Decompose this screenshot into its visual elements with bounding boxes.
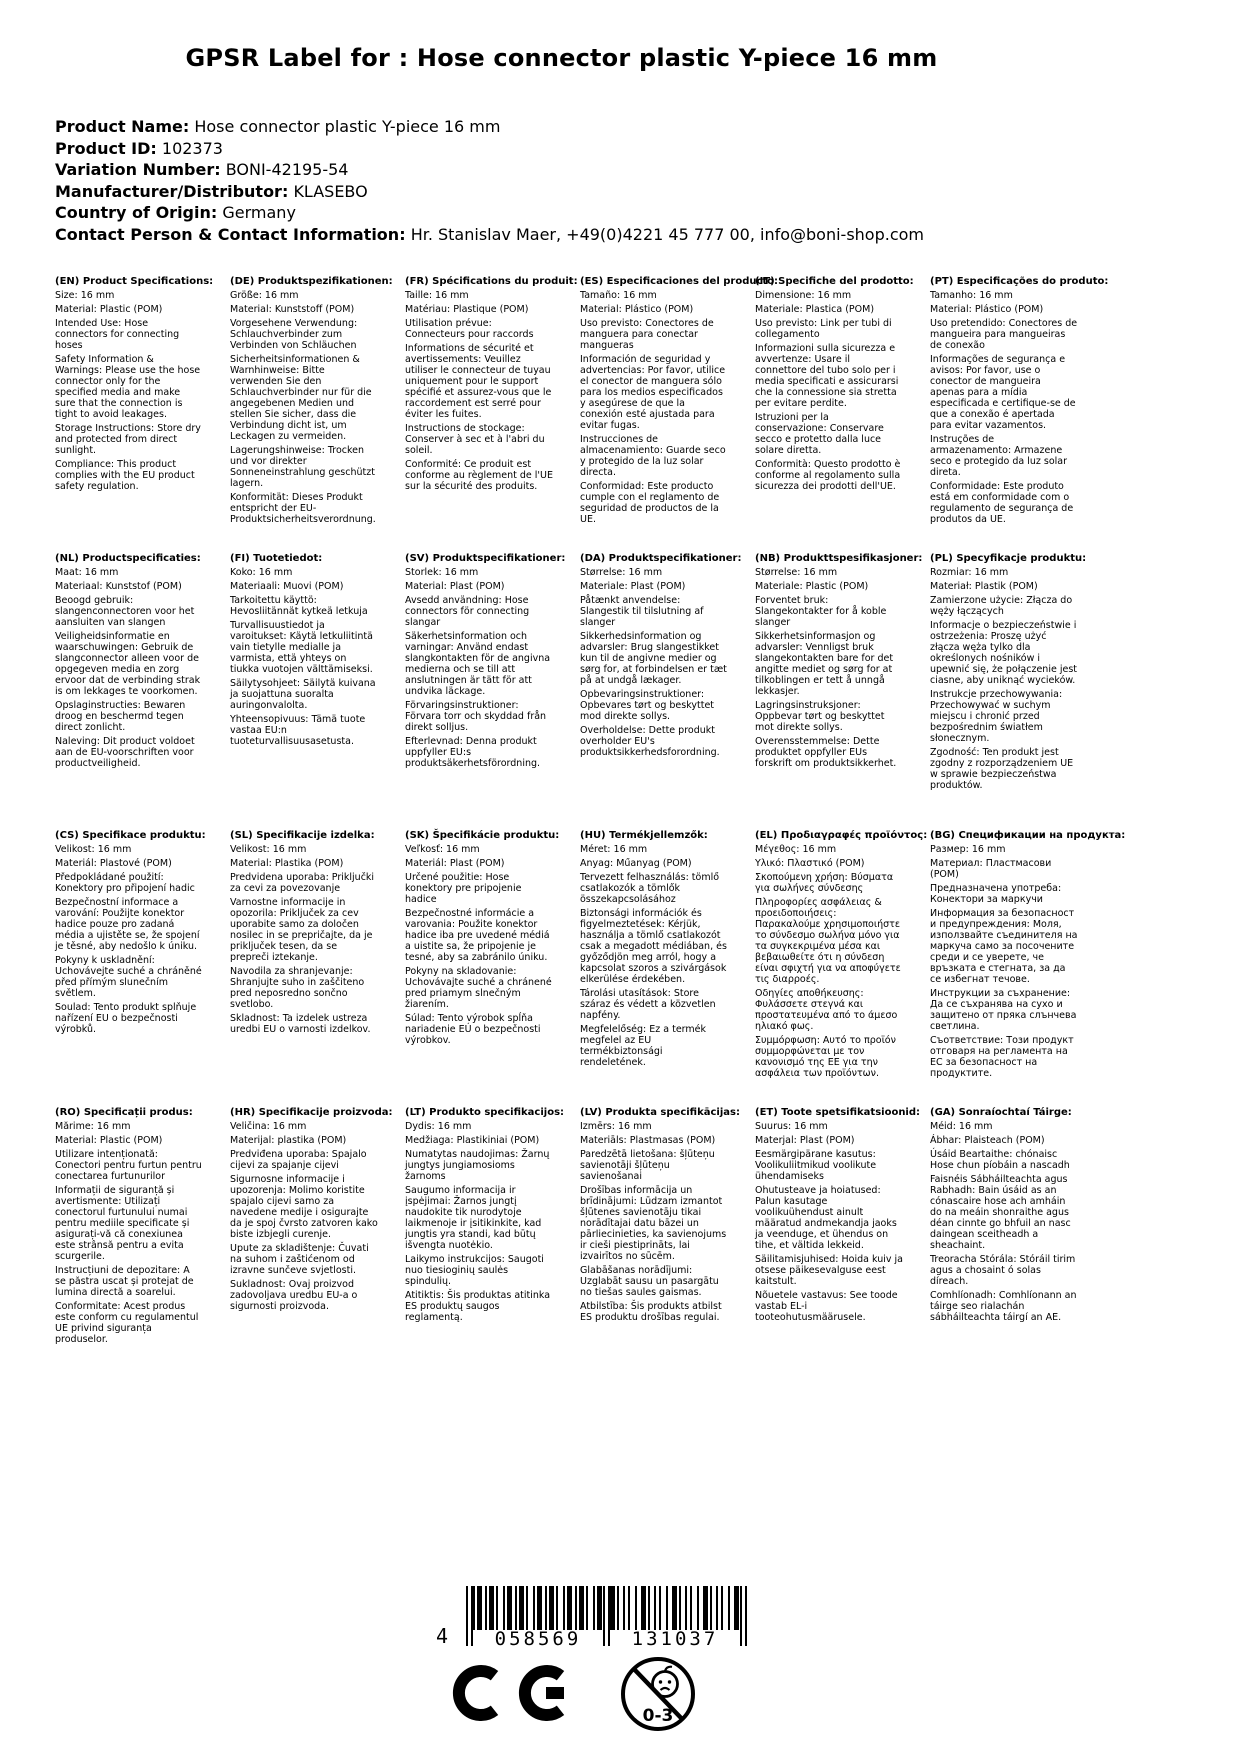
spec-paragraph: Zamierzone użycie: Złącza do węży łączących (930, 595, 1073, 617)
spec-paragraph: Tamaño: 16 mm (580, 290, 657, 301)
spec-paragraph: Размер: 16 mm (930, 844, 1006, 855)
spec-paragraph: Sicherheitsinformationen & Warnhinweise: Bitte verwenden Sie den Schlauchverbinder nur für die angegebenen Medien und stellen Sie sicher, dass die Verbindung dicht ist, um Leckagen zu vermeiden. (230, 354, 372, 442)
language-spec-heading: (EL) Προδιαγραφές προϊόντος: (755, 830, 928, 841)
spec-paragraph: Saugumo informacija ir įspėjimai: Žarnos jungtį naudokite tik nurodytoje laikmenoje ir įsitikinkite, kad jungtis yra standi, kad būtų išvengta nuotėkio. (405, 1185, 542, 1251)
spec-paragraph: Numatytas naudojimas: Žarnų jungtys jungiamosioms žarnoms (405, 1149, 550, 1182)
spec-paragraph: Matériau: Plastique (POM) (405, 304, 529, 315)
spec-paragraph: Comhlíonadh: Comhlíonann an táirge seo rialachán sábháilteachta táirgí an AE. (930, 1290, 1077, 1323)
product-info-value: 102373 (161, 138, 223, 158)
spec-paragraph: Säkerhetsinformation och varningar: Använd endast slangkontakten för de angivna medierna och se till att anslutningen är tätt för att undvika läckage. (405, 631, 551, 697)
spec-paragraph: Material: Plástico (POM) (930, 304, 1044, 315)
spec-paragraph: Atbilstība: Šis produkts atbilst ES produktu drošības regulai. (580, 1301, 722, 1323)
language-spec-block-sv (405, 553, 566, 830)
spec-paragraph: Conformidad: Este producto cumple con el reglamento de seguridad de productos de la UE. (580, 481, 720, 525)
language-spec-block-fr (405, 276, 578, 553)
spec-paragraph: Sukladnost: Ovaj proizvod zadovoljava uredbu EU-a o sigurnosti proizvoda. (230, 1279, 358, 1312)
language-spec-heading: (DE) Produktspezifikationen: (230, 276, 393, 287)
spec-paragraph: Veličina: 16 mm (230, 1121, 307, 1132)
spec-paragraph: Dydis: 16 mm (405, 1121, 472, 1132)
language-spec-block-lt (405, 1107, 565, 1384)
spec-paragraph: Lagerungshinweise: Trocken und vor direkter Sonneneinstrahlung geschützt lagern. (230, 445, 375, 489)
language-spec-block-hr (230, 1107, 393, 1384)
spec-paragraph: Materiale: Plast (POM) (580, 581, 686, 592)
spec-paragraph: Vorgesehene Verwendung: Schlauchverbinder zum Verbinden von Schläuchen (230, 318, 358, 351)
spec-paragraph: Conformidade: Este produto está em conformidade com o regulamento de segurança de produtos da UE. (930, 481, 1074, 525)
spec-paragraph: Πληροφορίες ασφάλειας & προειδοποιήσεις: Παρακαλούμε χρησιμοποιήστε το σύνδεσμο σωλήνα μόνο για τα συγκεκριμένα μέσα και βεβαιωθείτε ότι η σύνδεση είναι σφιχτή για να αποφύγετε τις διαρροές. (755, 897, 901, 985)
spec-paragraph: Informazioni sulla sicurezza e avvertenze: Usare il connettore del tubo solo per i media specificati e assicurarsi che la connessione sia stretta per evitare perdite. (755, 343, 899, 409)
spec-paragraph: Anyag: Műanyag (POM) (580, 858, 692, 869)
spec-paragraph: Pokyny k uskladnění: Uchovávejte suché a chráněné před přímým slunečním světlem. (55, 955, 202, 999)
spec-paragraph: Información de seguridad y advertencias: Por favor, utilice el conector de manguera sólo para los medios especificados y asegúrese de que la conexión esté ajustada para evitar fugas. (580, 354, 726, 431)
language-spec-heading: (FR) Spécifications du produit: (405, 276, 578, 287)
spec-paragraph: Beoogd gebruik: slangenconnectoren voor het aansluiten van slangen (55, 595, 195, 628)
spec-paragraph: Материал: Пластмасови (POM) (930, 858, 1052, 880)
language-spec-heading: (SV) Produktspecifikationer: (405, 553, 566, 564)
spec-paragraph: Οδηγίες αποθήκευσης: Φυλάσσετε στεγνά και προστατευμένα από το άμεσο ηλιακό φως. (755, 988, 898, 1032)
ce-mark-icon (452, 1662, 590, 1728)
spec-paragraph: Förvaringsinstruktioner: Förvara torr och skyddad från direkt solljus. (405, 700, 547, 733)
product-info-value: Hose connector plastic Y-piece 16 mm (194, 117, 501, 136)
spec-paragraph: Uso previsto: Conectores de manguera para conectar mangueras (580, 318, 714, 351)
spec-paragraph: Sikkerhedsinformation og advarsler: Brug slangestikket kun til de angivne medier og sørg for, at forbindelsen er tæt på at undgå lækager. (580, 631, 727, 686)
spec-paragraph: Určené použitie: Hose konektory pre pripojenie hadice (405, 872, 522, 905)
barcode-bars-left-group (473, 1586, 603, 1630)
language-spec-block-el (755, 830, 928, 1107)
spec-paragraph: Istruzioni per la conservazione: Conservare secco e protetto dalla luce solare diretta. (755, 412, 884, 456)
spec-paragraph: Tarkoitettu käyttö: Hevosliitännät kytkeä letkuja (230, 595, 368, 617)
spec-paragraph: Säilitamisjuhised: Hoida kuiv ja otsese päikesevalguse eest kaitstult. (755, 1254, 903, 1287)
language-spec-block-et (755, 1107, 921, 1384)
spec-paragraph: Tervezett felhasználás: tömlő csatlakozók a tömlők összekapcsolásához (580, 872, 720, 905)
language-spec-block-sk (405, 830, 560, 1107)
spec-paragraph: Glabāšanas norādījumi: Uzglabāt sausu un pasargātu no tiešas saules gaismas. (580, 1265, 719, 1298)
spec-paragraph: Navodila za shranjevanje: Shranjujte suho in zaščiteno pred neposredno sončno svetlobo. (230, 966, 365, 1010)
spec-paragraph: Instrucciones de almacenamiento: Guarde seco y protegido de la luz solar directa. (580, 434, 726, 478)
ean-barcode (436, 1586, 752, 1650)
language-spec-heading: (FI) Tuotetiedot: (230, 553, 323, 564)
barcode-guard-left (466, 1586, 473, 1646)
spec-paragraph: Naleving: Dit product voldoet aan de EU-voorschriften voor productveiligheid. (55, 736, 195, 769)
spec-paragraph: Súlad: Tento výrobok spĺňa nariadenie EÚ o bezpečnosti výrobkov. (405, 1013, 541, 1046)
spec-paragraph: Overholdelse: Dette produkt overholder EU's produktsikkerhedsforordning. (580, 725, 720, 758)
language-spec-heading: (BG) Спецификации на продукта: (930, 830, 1126, 841)
spec-paragraph: Materiál: Plastové (POM) (55, 858, 172, 869)
spec-paragraph: Materjal: Plast (POM) (755, 1135, 855, 1146)
spec-paragraph: Megfelelőség: Ez a termék megfelel az EU termékbiztonsági rendeletének. (580, 1024, 707, 1068)
spec-paragraph: Instructions de stockage: Conserver à sec et à l'abri du soleil. (405, 423, 545, 456)
spec-paragraph: Zgodność: Ten produkt jest zgodny z rozporządzeniem UE w sprawie bezpieczeństwa produktów. (930, 747, 1074, 791)
language-spec-heading: (PL) Specyfikacje produktu: (930, 553, 1087, 564)
language-spec-heading: (HR) Specifikacije proizvoda: (230, 1107, 393, 1118)
product-info-label: Country of Origin: (55, 203, 218, 222)
language-spec-heading: (DA) Produktspecifikationer: (580, 553, 742, 564)
spec-paragraph: Predviđena uporaba: Spajalo cijevi za spajanje cijevi (230, 1149, 367, 1171)
spec-paragraph: Material: Plastika (POM) (230, 858, 344, 869)
spec-paragraph: Material: Plast (POM) (405, 581, 505, 592)
product-info-row (55, 202, 924, 224)
spec-paragraph: Soulad: Tento produkt splňuje nařízení EU o bezpečnosti výrobků. (55, 1002, 197, 1035)
spec-paragraph: Ohutusteave ja hoiatused: Palun kasutage voolikuühendust ainult määratud andmekandja jaoks ja veenduge, et ühendus on tihe, et vältida lekkeid. (755, 1185, 897, 1251)
barcode-bars-right-group (610, 1586, 740, 1630)
spec-paragraph: Maat: 16 mm (55, 567, 119, 578)
spec-paragraph: Atitiktis: Šis produktas atitinka ES produktų saugos reglamentą. (405, 1290, 551, 1323)
product-info-section (55, 116, 924, 245)
product-info-label: Manufacturer/Distributor: (55, 181, 289, 201)
product-info-row (55, 116, 924, 138)
language-spec-heading: (EN) Product Specifications: (55, 276, 214, 287)
age-warning-icon (618, 1654, 698, 1738)
spec-paragraph: Conformità: Questo prodotto è conforme al regolamento sulla sicurezza dei prodotti dell'UE. (755, 459, 901, 492)
language-spec-block-fi (230, 553, 378, 830)
language-spec-block-de (230, 276, 393, 553)
language-spec-heading: (ET) Toote spetsifikatsioonid: (755, 1107, 921, 1118)
language-spec-block-cs (55, 830, 206, 1107)
spec-paragraph: Treoracha Stórála: Stóráil tirim agus a chosaint ó solas díreach. (930, 1254, 1076, 1287)
spec-paragraph: Tárolási utasítások: Store száraz és védett a közvetlen napfény. (580, 988, 716, 1021)
spec-paragraph: Conformitate: Acest produs este conform cu regulamentul UE privind siguranța produselor. (55, 1301, 199, 1345)
product-info-row (55, 224, 924, 246)
product-info-value: KLASEBO (293, 181, 368, 201)
spec-paragraph: Uso pretendido: Conectores de mangueira para mangueiras de conexão (930, 318, 1078, 351)
language-spec-heading: (NL) Productspecificaties: (55, 553, 201, 564)
language-spec-block-lv (580, 1107, 740, 1384)
language-spec-heading: (RO) Specificații produs: (55, 1107, 193, 1118)
spec-paragraph: Dimensione: 16 mm (755, 290, 852, 301)
language-spec-block-en (55, 276, 214, 553)
spec-paragraph: Informações de segurança e avisos: Por favor, use o conector de mangueira apenas para a mídia especificada e certifique-se de que a conexão é apertada para evitar vazamentos. (930, 354, 1076, 431)
spec-paragraph: Laikymo instrukcijos: Saugoti nuo tiesioginių saulės spindulių. (405, 1254, 544, 1287)
page-title: GPSR Label for : Hose connector plastic Y-piece 16 mm (185, 44, 938, 72)
spec-paragraph: Forventet bruk: Slangekontakter for å koble slanger (755, 595, 887, 628)
language-spec-heading: (PT) Especificações do produto: (930, 276, 1109, 287)
spec-paragraph: Conformité: Ce produit est conforme au règlement de l'UE sur la sécurité des produits. (405, 459, 553, 492)
language-spec-heading: (NB) Produkttspesifikasjoner: (755, 553, 923, 564)
language-spec-heading: (SK) Špecifikácie produktu: (405, 830, 560, 841)
spec-paragraph: Storage Instructions: Store dry and protected from direct sunlight. (55, 423, 201, 456)
spec-paragraph: Lagringsinstruksjoner: Oppbevar tørt og beskyttet mot direkte sollys. (755, 700, 885, 733)
spec-paragraph: Upute za skladištenje: Čuvati na suhom i zaštićenom od izravne sunčeve svjetlosti. (230, 1243, 369, 1276)
spec-paragraph: Größe: 16 mm (230, 290, 299, 301)
spec-paragraph: Информация за безопасност и предупреждения: Моля, използвайте съединителя на маркуча само за посочените среди и се уверете, че връзката е стегната, за да се избегнат течове. (930, 908, 1078, 985)
language-spec-block-da (580, 553, 742, 830)
spec-paragraph: Størrelse: 16 mm (580, 567, 663, 578)
language-spec-block-hu (580, 830, 728, 1107)
language-spec-heading: (IT) Specifiche del prodotto: (755, 276, 914, 287)
spec-paragraph: Safety Information & Warnings: Please use the hose connector only for the specified media and make sure that the connection is tight to avoid leakages. (55, 354, 201, 420)
product-info-row (55, 181, 924, 203)
spec-paragraph: Veľkosť: 16 mm (405, 844, 480, 855)
spec-paragraph: Instrukcje przechowywania: Przechowywać w suchym miejscu i chronić przed bezpośrednim światłem słonecznym. (930, 689, 1063, 744)
spec-paragraph: Size: 16 mm (55, 290, 115, 301)
spec-paragraph: Mărime: 16 mm (55, 1121, 131, 1132)
barcode-digits-left: 058569 (494, 1628, 582, 1650)
language-spec-heading: (ES) Especificaciones del producto: (580, 276, 779, 287)
product-info-row (55, 138, 924, 160)
spec-paragraph: Material: Plastic (POM) (55, 1135, 163, 1146)
spec-paragraph: Materiál: Plast (POM) (405, 858, 505, 869)
spec-paragraph: Påtænkt anvendelse: Slangestik til tilslutning af slanger (580, 595, 704, 628)
spec-paragraph: Tamanho: 16 mm (930, 290, 1013, 301)
language-spec-block-es (580, 276, 779, 553)
spec-paragraph: Utilisation prévue: Connecteurs pour raccords (405, 318, 534, 340)
spec-paragraph: Materiaal: Kunststof (POM) (55, 581, 182, 592)
spec-paragraph: Biztonsági információk és figyelmeztetések: Kérjük, használja a tömlő csatlakozót csak a megadott médiában, és győződjön meg arról, hogy a kapcsolat szoros a szivárgások elkerülése érdekében. (580, 908, 727, 985)
spec-paragraph: Bezpečnostní informace a varování: Použijte konektor hadice pouze pro zadaná média a ujistěte se, že spojení je těsné, aby nedošlo k úniku. (55, 897, 200, 952)
spec-paragraph: Uso previsto: Link per tubi di collegamento (755, 318, 892, 340)
language-spec-block-bg (930, 830, 1126, 1107)
spec-paragraph: Pokyny na skladovanie: Uchovávajte suché a chránené pred priamym slnečným žiarením. (405, 966, 552, 1010)
barcode-bars (466, 1586, 747, 1650)
barcode-guard-middle (603, 1586, 610, 1646)
spec-paragraph: Μέγεθος: 16 mm (755, 844, 837, 855)
spec-paragraph: Предназначена употреба: Конектори за маркучи (930, 883, 1062, 905)
product-info-row (55, 159, 924, 181)
spec-paragraph: Materiale: Plastica (POM) (755, 304, 875, 315)
spec-paragraph: Material: Plastic (POM) (55, 304, 163, 315)
spec-paragraph: Съответствие: Този продукт отговаря на регламента на ЕС за безопасност на продуктите. (930, 1035, 1074, 1079)
language-spec-block-it (755, 276, 914, 553)
barcode-lead-digit: 4 (436, 1624, 449, 1648)
spec-paragraph: Sigurnosne informacije i upozorenja: Molimo koristite spajalo cijevi samo za navedene medije i osigurajte da je spoj čvrsto zatvoren kako biste izbjegli curenje. (230, 1174, 378, 1240)
spec-paragraph: Rozmiar: 16 mm (930, 567, 1009, 578)
spec-paragraph: Velikost: 16 mm (55, 844, 132, 855)
spec-paragraph: Efterlevnad: Denna produkt uppfyller EU:s produktsäkerhetsförordning. (405, 736, 541, 769)
spec-paragraph: Materiaali: Muovi (POM) (230, 581, 344, 592)
age-warning-text: 0-3 (642, 1706, 674, 1726)
spec-paragraph: Ábhar: Plaisteach (POM) (930, 1135, 1045, 1146)
spec-paragraph: Størrelse: 16 mm (755, 567, 838, 578)
spec-paragraph: Compliance: This product complies with the EU product safety regulation. (55, 459, 195, 492)
spec-paragraph: Säilytysohjeet: Säilytä kuivana ja suojattuna suoralta auringonvalolta. (230, 678, 376, 711)
spec-paragraph: Materijal: plastika (POM) (230, 1135, 347, 1146)
product-info-value: Germany (222, 203, 296, 222)
spec-paragraph: Instrucțiuni de depozitare: A se păstra uscat și protejat de lumina directă a soarelui. (55, 1265, 194, 1298)
spec-paragraph: Medžiaga: Plastikiniai (POM) (405, 1135, 540, 1146)
spec-paragraph: Intended Use: Hose connectors for connecting hoses (55, 318, 180, 351)
spec-paragraph: Informații de siguranță și avertismente: Utilizați conectorul furtunului numai pentru mediile specificate și asigurați-vă că conexiunea este strânsă pentru a evita scurgerile. (55, 1185, 190, 1262)
spec-paragraph: Avsedd användning: Hose connectors för connecting slangar (405, 595, 530, 628)
spec-paragraph: Συμμόρφωση: Αυτό το προϊόν συμμορφώνεται με τον κανονισμό της ΕΕ για την ασφάλεια των προϊόντων. (755, 1035, 896, 1079)
spec-paragraph: Informations de sécurité et avertissements: Veuillez utiliser le connecteur de tuyau uniquement pour le support spécifié et assurez-vous que le raccordement est serré pour éviter les fuites. (405, 343, 552, 420)
product-info-value: BONI-42195-54 (225, 160, 349, 179)
spec-paragraph: Méret: 16 mm (580, 844, 648, 855)
spec-paragraph: Σκοπούμενη χρήση: Βύσματα για σωλήνες σύνδεσης (755, 872, 894, 894)
spec-paragraph: Sikkerhetsinformasjon og advarsler: Vennligst bruk slangekontakten bare for det angitte mediet og sørg for at tilkoblingen er tett å unngå lekkasjer. (755, 631, 894, 697)
spec-paragraph: Izmērs: 16 mm (580, 1121, 652, 1132)
spec-paragraph: Konformität: Dieses Produkt entspricht der EU-Produktsicherheitsverordnung. (230, 492, 376, 525)
language-spec-heading: (HU) Termékjellemzők: (580, 830, 708, 841)
spec-paragraph: Materiale: Plastic (POM) (755, 581, 869, 592)
product-info-label: Contact Person & Contact Information: (55, 224, 406, 244)
language-spec-block-ga (930, 1107, 1078, 1384)
spec-paragraph: Material: Plástico (POM) (580, 304, 694, 315)
spec-paragraph: Opslaginstructies: Bewaren droog en beschermd tegen direct zonlicht. (55, 700, 186, 733)
language-spec-heading: (GA) Sonraíochtaí Táirge: (930, 1107, 1072, 1118)
spec-paragraph: Faisnéis Sábháilteachta agus Rabhadh: Bain úsáid as an cónascaire hose ach amháin do na meáin shonraithe agus déan cinnte go bhfuil an nasc daingean sceitheadh a sheachaint. (930, 1174, 1071, 1251)
spec-paragraph: Bezpečnostné informácie a varovania: Použite konektor hadice iba pre uvedené médiá a uistite sa, že pripojenie je tesné, aby sa zabránilo úniku. (405, 908, 550, 963)
spec-paragraph: Skladnost: Ta izdelek ustreza uredbi EU o varnosti izdelkov. (230, 1013, 371, 1035)
spec-paragraph: Taille: 16 mm (405, 290, 469, 301)
spec-paragraph: Úsáid Beartaithe: chónaisc Hose chun píobáin a nascadh (930, 1149, 1070, 1171)
product-info-label: Variation Number: (55, 160, 221, 179)
language-spec-block-nb (755, 553, 923, 830)
spec-paragraph: Инструкции за съхранение: Да се съхранява на сухо и защитено от пряка слънчева светлина. (930, 988, 1077, 1032)
spec-paragraph: Turvallisuustiedot ja varoitukset: Käytä letkuliitintä vain tietylle medialle ja varmista, että yhteys on tiukka vuotojen välttämiseksi. (230, 620, 373, 675)
barcode-guard-right (740, 1586, 747, 1646)
spec-paragraph: Velikost: 16 mm (230, 844, 307, 855)
product-info-label: Product ID: (55, 138, 157, 158)
spec-paragraph: Utilizare intenționată: Conectori pentru furtun pentru conectarea furtunurilor (55, 1149, 202, 1182)
spec-paragraph: Méid: 16 mm (930, 1121, 993, 1132)
spec-paragraph: Koko: 16 mm (230, 567, 293, 578)
language-specs-grid (55, 276, 1126, 1384)
language-spec-heading: (SL) Specifikacije izdelka: (230, 830, 375, 841)
language-spec-block-ro (55, 1107, 203, 1384)
spec-paragraph: Materiāls: Plastmasas (POM) (580, 1135, 716, 1146)
spec-paragraph: Eesmärgipärane kasutus: Voolikuliitmikud voolikute ühendamiseks (755, 1149, 877, 1182)
spec-paragraph: Materiał: Plastik (POM) (930, 581, 1038, 592)
spec-paragraph: Drošības informācija un brīdinājumi: Lūdzam izmantot šļūtenes savienotāju tikai norādītajai datu bāzei un pārliecinieties, ka savienojums ir cieši piestiprināts, lai izvairītos no sūcēm. (580, 1185, 727, 1262)
spec-paragraph: Veiligheidsinformatie en waarschuwingen: Gebruik de slangconnector alleen voor de opgegeven media en zorg ervoor dat de verbinding strak is om lekkages te voorkomen. (55, 631, 201, 697)
language-spec-heading: (LV) Produkta specifikācijas: (580, 1107, 740, 1118)
spec-paragraph: Opbevaringsinstruktioner: Opbevares tørt og beskyttet mod direkte sollys. (580, 689, 715, 722)
language-spec-heading: (CS) Specifikace produktu: (55, 830, 206, 841)
spec-paragraph: Paredzētā lietošana: šļūteņu savienotāji šļūteņu savienošanai (580, 1149, 715, 1182)
spec-paragraph: Varnostne informacije in opozorila: Priključek za cev uporabite samo za določen nosilec in se prepričajte, da je priključek tesen, da se prepreči iztekanje. (230, 897, 373, 963)
spec-paragraph: Instruções de armazenamento: Armazene seco e protegido da luz solar direta. (930, 434, 1068, 478)
spec-paragraph: Material: Kunststoff (POM) (230, 304, 355, 315)
language-spec-block-sl (230, 830, 378, 1107)
spec-paragraph: Suurus: 16 mm (755, 1121, 828, 1132)
language-spec-block-pt (930, 276, 1109, 553)
product-info-label: Product Name: (55, 117, 190, 136)
barcode-digits-right: 131037 (631, 1628, 719, 1650)
spec-paragraph: Predvidena uporaba: Priključki za cevi za povezovanje (230, 872, 375, 894)
language-spec-heading: (LT) Produkto specifikacijos: (405, 1107, 565, 1118)
spec-paragraph: Nõuetele vastavus: See toode vastab EL-i tooteohutusmäärusele. (755, 1290, 898, 1323)
spec-paragraph: Informacje o bezpieczeństwie i ostrzeżenia: Proszę użyć złącza węża tylko dla określonych nośników i upewnić się, że połączenie jest ciasne, aby uniknąć wycieków. (930, 620, 1077, 686)
spec-paragraph: Yhteensopivuus: Tämä tuote vastaa EU:n tuoteturvallisuusasetusta. (230, 714, 366, 747)
spec-paragraph: Storlek: 16 mm (405, 567, 479, 578)
spec-paragraph: Υλικό: Πλαστικό (POM) (755, 858, 865, 869)
spec-paragraph: Předpokládané použití: Konektory pro připojení hadic (55, 872, 195, 894)
language-spec-block-nl (55, 553, 203, 830)
product-info-value: Hr. Stanislav Maer, +49(0)4221 45 777 00, info@boni-shop.com (410, 224, 924, 244)
language-spec-block-pl (930, 553, 1087, 830)
spec-paragraph: Overensstemmelse: Dette produktet oppfyller EUs forskrift om produktsikkerhet. (755, 736, 897, 769)
